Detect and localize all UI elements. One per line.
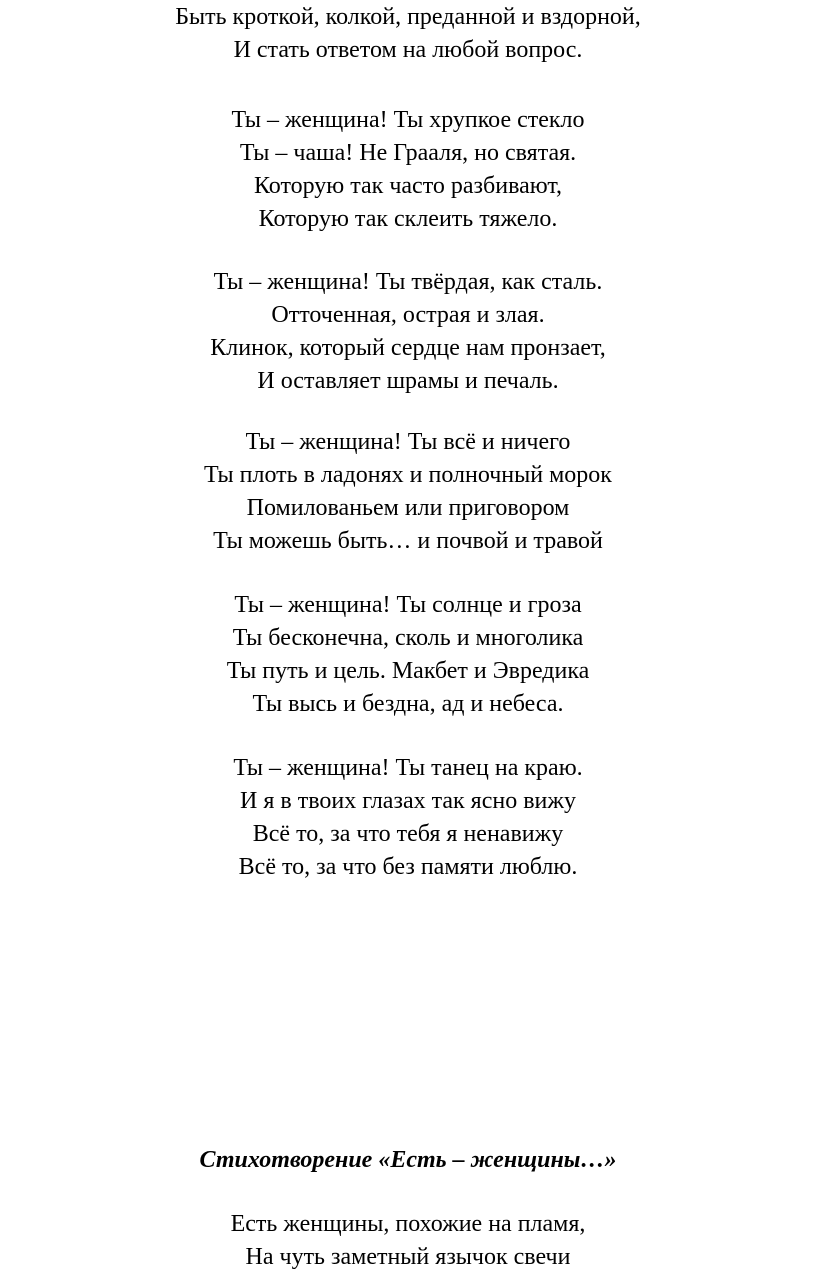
poem-line: Всё то, за что тебя я ненавижу [252,821,564,847]
poem1-stanza-3 [0,266,816,398]
poem-line: Ты – женщина! Ты всё и ничего [245,429,571,455]
poem-line: Отточенная, острая и злая. [271,302,545,328]
poem1-stanza-4 [0,426,816,558]
poem-line: Ты – женщина! Ты хрупкое стекло [231,107,585,133]
poem-line: И я в твоих глазах так ясно вижу [240,788,576,814]
poem-line: Ты можешь быть… и почвой и травой [213,528,603,554]
poem-line: Ты бесконечна, сколь и многолика [232,625,584,651]
poem-line: И оставляет шрамы и печаль. [257,368,559,394]
poem-line: Ты плоть в ладонях и полночный морок [204,462,612,488]
poem-line: И стать ответом на любой вопрос. [233,37,583,63]
poem-line: Ты высь и бездна, ад и небеса. [252,691,564,717]
poem1-stanza-5 [0,589,816,721]
poem2-stanza-1 [0,1208,816,1274]
poem-line: Помилованьем или приговором [246,495,570,521]
poem-line: Есть женщины, похожие на пламя, [230,1211,586,1237]
poem-line: Клинок, который сердце нам пронзает, [210,335,606,361]
poem2-title: Стихотворение «Есть – женщины…» [199,1147,617,1173]
poem1-stanza-1 [0,1,816,67]
poem-line: Быть кроткой, колкой, преданной и вздорной, [175,4,641,30]
poem-line: Ты – чаша! Не Грааля, но святая. [239,140,577,166]
poem-line: Всё то, за что без памяти люблю. [238,854,578,880]
poem-line: Которую так часто разбивают, [253,173,563,199]
poem1-stanza-6 [0,752,816,884]
poem-line: Ты путь и цель. Макбет и Эвредика [226,658,590,684]
poem1-stanza-2 [0,104,816,236]
poem-line: Ты – женщина! Ты твёрдая, как сталь. [213,269,603,295]
poem-line: Ты – женщина! Ты солнце и гроза [234,592,582,618]
poem-line: На чуть заметный язычок свечи [245,1244,571,1270]
poem-line: Которую так склеить тяжело. [258,206,558,232]
poem-line: Ты – женщина! Ты танец на краю. [233,755,583,781]
